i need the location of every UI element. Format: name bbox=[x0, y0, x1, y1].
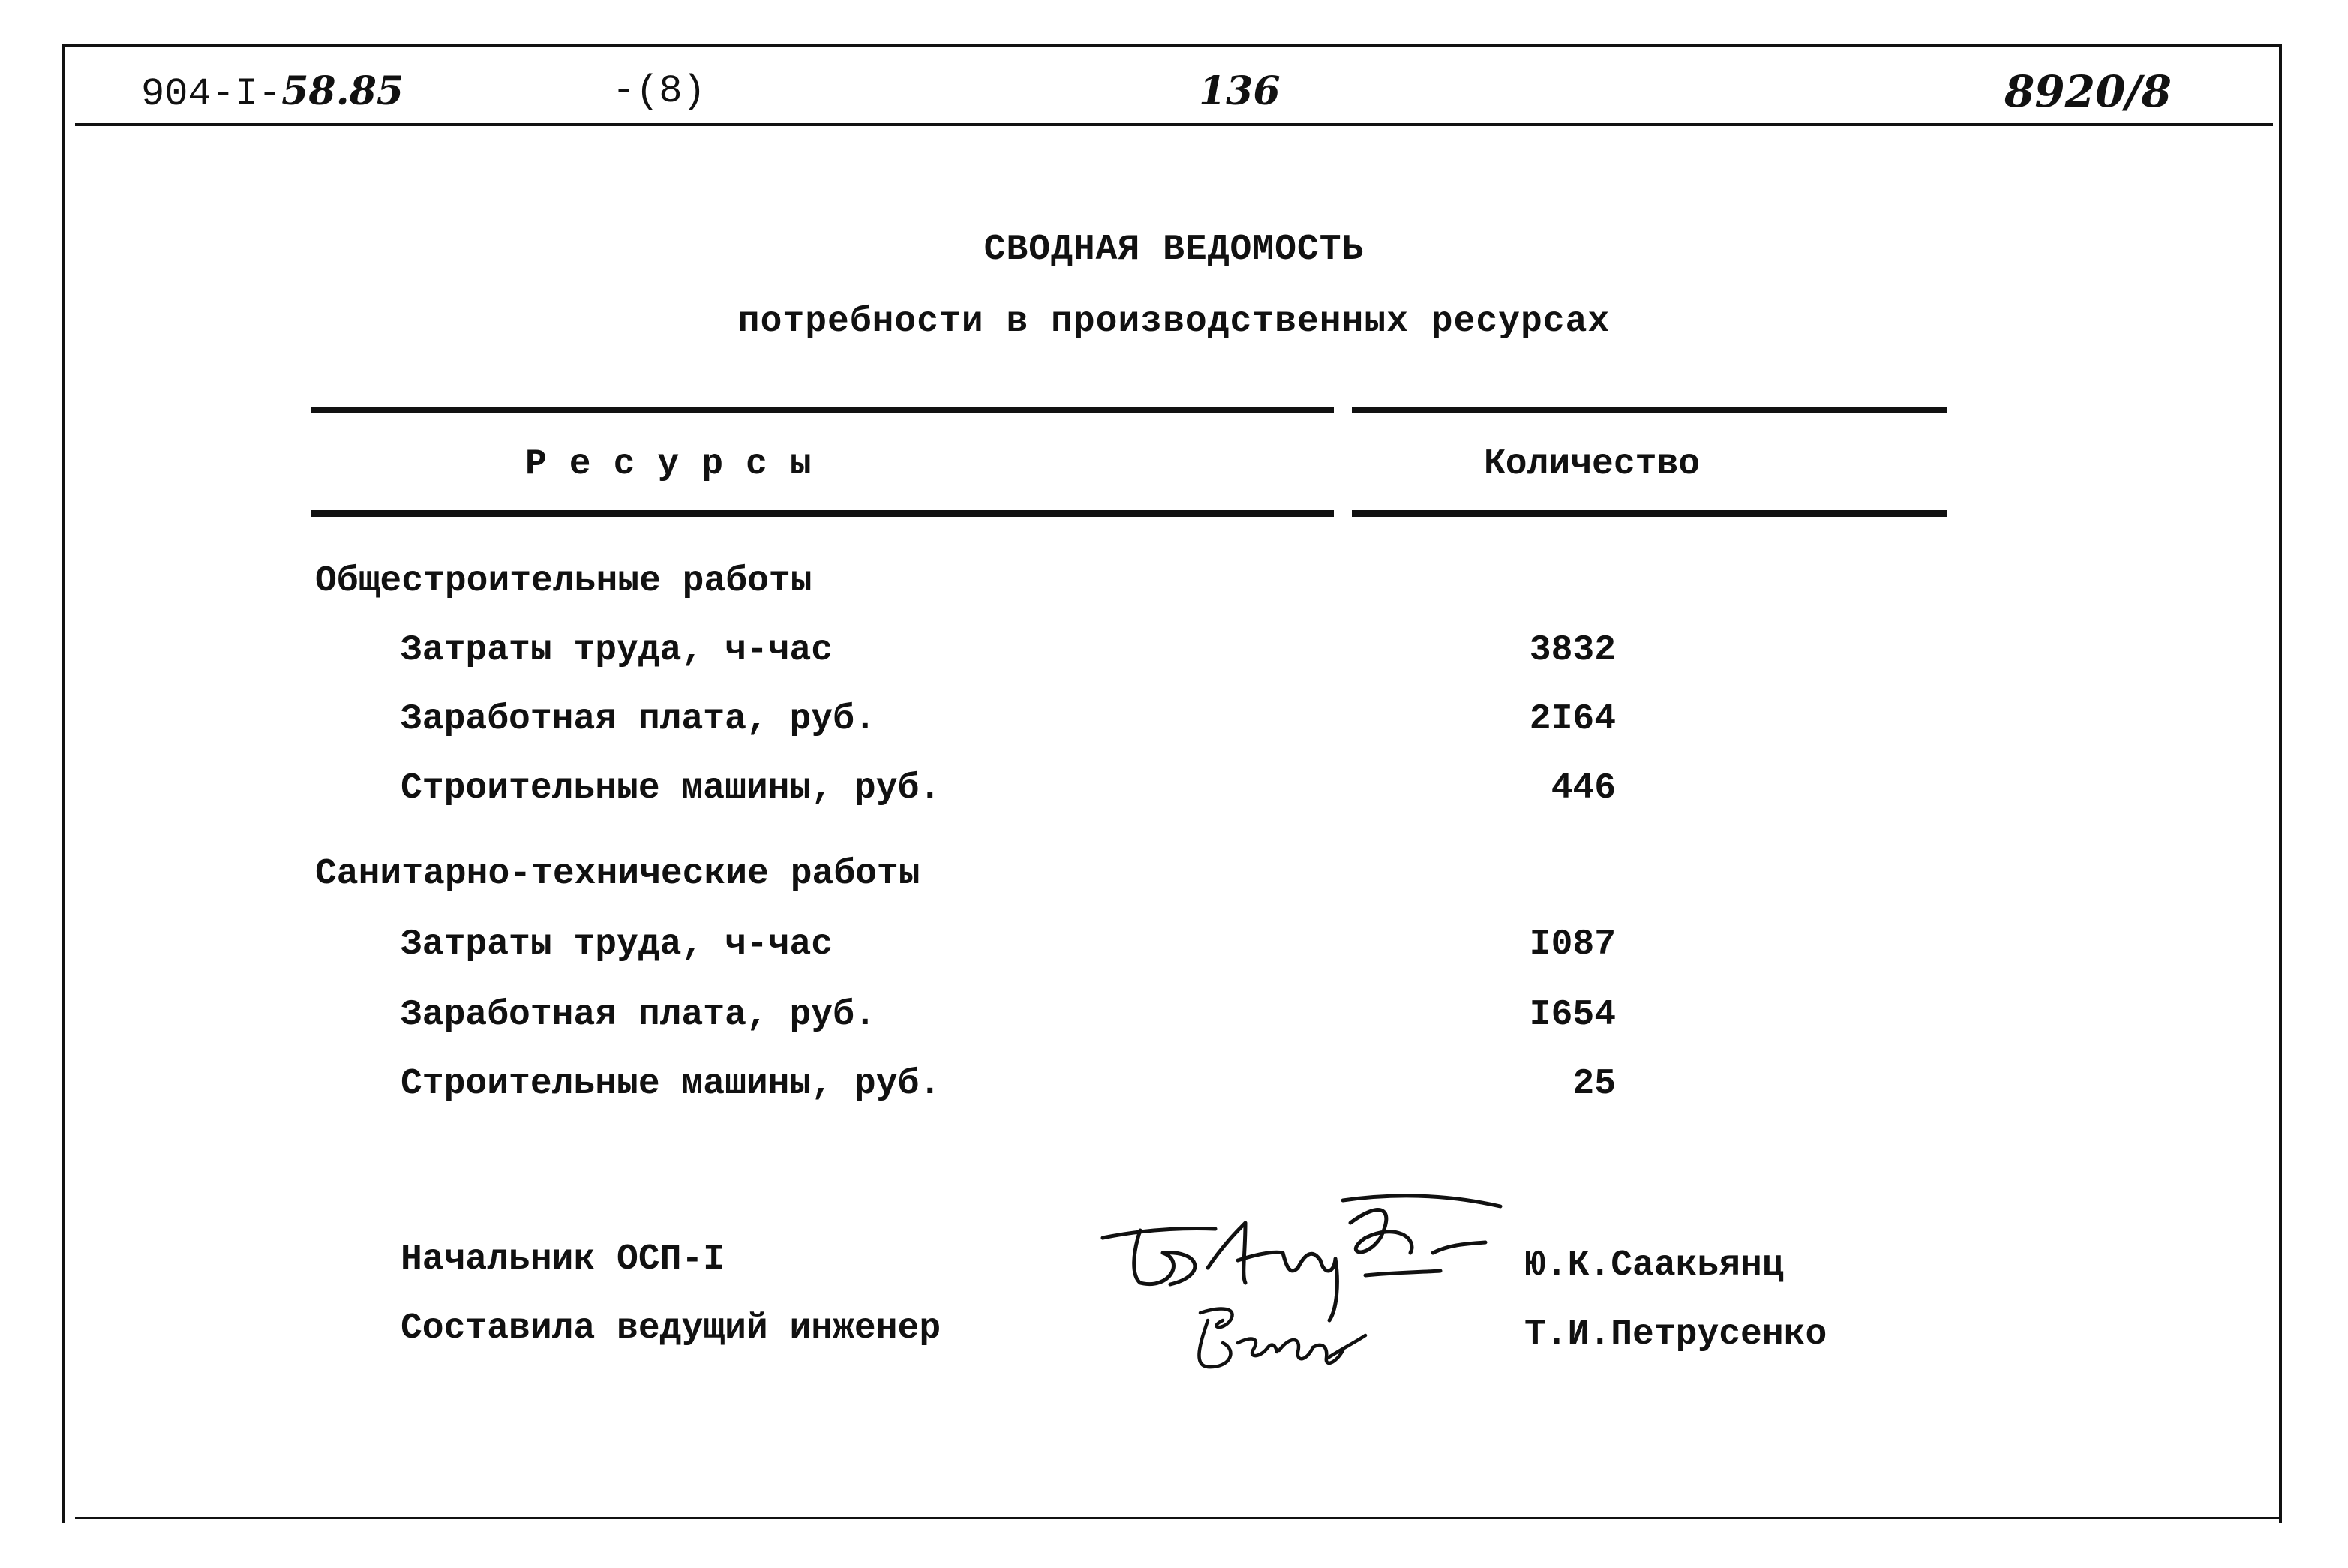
section-heading: Общестроительные работы bbox=[315, 561, 812, 602]
document-code bbox=[141, 69, 404, 117]
table-row-value: I087 bbox=[1529, 924, 1616, 965]
signature-name-head: Ю.К.Саакьянц bbox=[1524, 1245, 1784, 1286]
table-top-rule-right bbox=[1352, 407, 1947, 413]
table-row-label: Заработная плата, руб. bbox=[401, 995, 876, 1035]
document-title: СВОДНАЯ ВЕДОМОСТЬ bbox=[983, 230, 1365, 270]
table-row-label: Затраты труда, ч-час bbox=[401, 924, 833, 965]
sheet-number: -(8) bbox=[612, 69, 706, 113]
table-row-label: Затраты труда, ч-час bbox=[401, 630, 833, 671]
frame-bottom-border bbox=[75, 1517, 2282, 1519]
signature-engineer-handwritten bbox=[1178, 1298, 1373, 1380]
header-divider bbox=[75, 123, 2273, 126]
table-top-rule-left bbox=[311, 407, 1334, 413]
column-header-resources: Ресурсы bbox=[525, 444, 834, 485]
column-header-quantity: Количество bbox=[1484, 444, 1701, 485]
archive-number: 8920/8 bbox=[2004, 66, 2172, 117]
table-row-label: Строительные машины, руб. bbox=[401, 1064, 941, 1104]
table-header-rule-right bbox=[1352, 510, 1947, 517]
table-row-value: 446 bbox=[1551, 768, 1616, 809]
page-number: 136 bbox=[1199, 68, 1281, 114]
signature-name-engineer: Т.И.Петрусенко bbox=[1524, 1314, 1827, 1355]
document-code-prefix: 904-I- bbox=[141, 72, 282, 116]
document-subtitle: потребности в производственных ресурсах bbox=[737, 302, 1611, 342]
table-header-rule-left bbox=[311, 510, 1334, 517]
section-heading: Санитарно-технические работы bbox=[315, 854, 920, 894]
table-row-value: 3832 bbox=[1529, 630, 1616, 671]
signature-role-head: Начальник ОСП-I bbox=[401, 1239, 725, 1280]
frame-top-border bbox=[62, 44, 2282, 47]
table-row-value: 25 bbox=[1572, 1064, 1616, 1104]
table-row-value: 2I64 bbox=[1529, 699, 1616, 740]
table-row-label: Заработная плата, руб. bbox=[401, 699, 876, 740]
table-row-label: Строительные машины, руб. bbox=[401, 768, 941, 809]
table-row-value: I654 bbox=[1529, 995, 1616, 1035]
signature-role-engineer: Составила ведущий инженер bbox=[401, 1308, 941, 1349]
document-code-number: 58.85 bbox=[281, 68, 404, 114]
